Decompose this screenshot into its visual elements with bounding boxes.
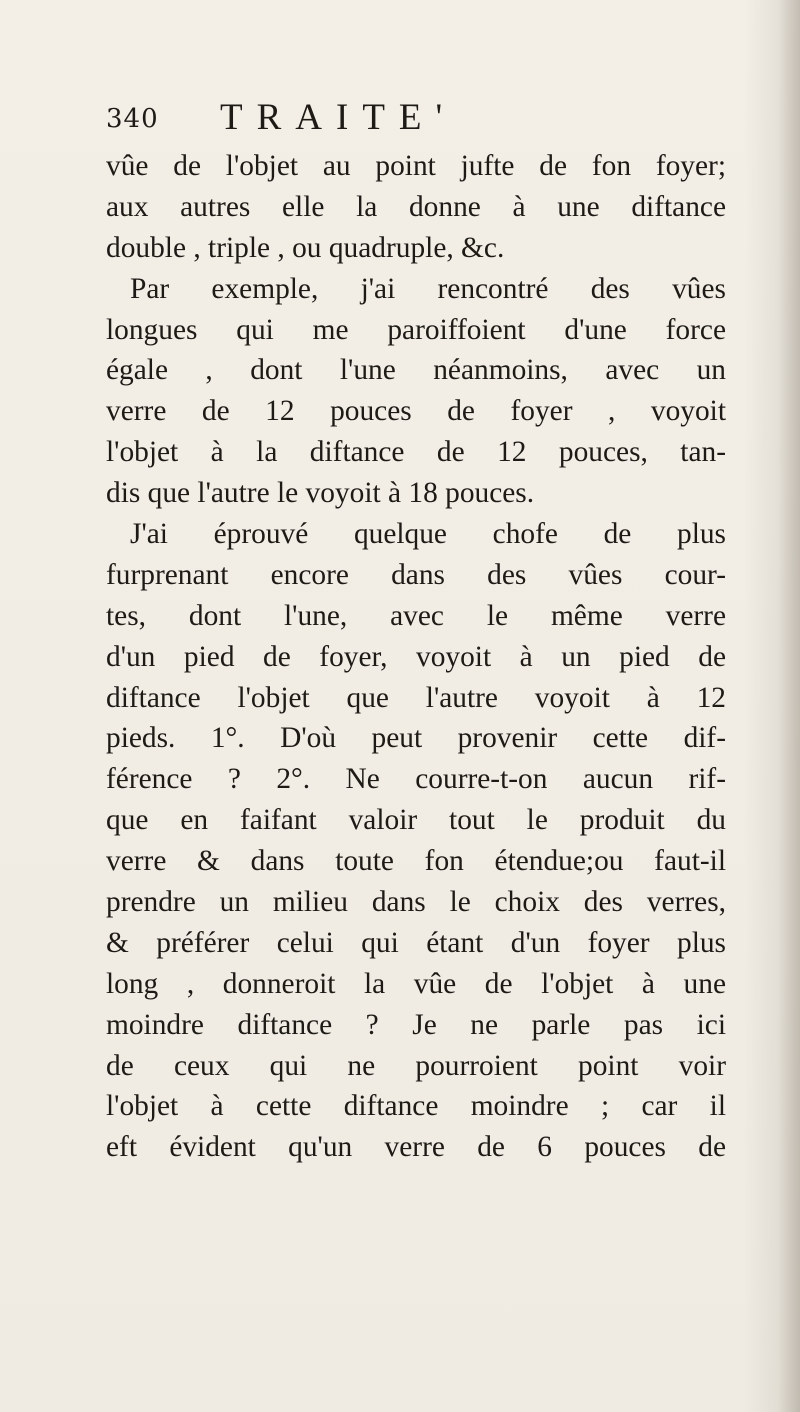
text-line: double , triple , ou quadruple, &c. <box>106 231 505 264</box>
text-line: verre de 12 pouces de foyer , voyoit <box>106 395 726 428</box>
text-line: que en faifant valoir tout le produit du <box>106 804 726 837</box>
text-line: pieds. 1°. D'où peut provenir cette dif- <box>106 722 726 755</box>
text-line: de ceux qui ne pourroient point voir <box>106 1049 726 1082</box>
page-number: 340 <box>106 104 159 134</box>
page-edge-shadow <box>778 0 800 1412</box>
text-line: l'objet à la diftance de 12 pouces, tan- <box>106 436 726 469</box>
text-line: diftance l'objet que l'autre voyoit à 12 <box>106 681 726 714</box>
text-line: prendre un milieu dans le choix des verres, <box>106 886 726 919</box>
running-head: TRAITE' <box>220 97 457 138</box>
text-line: moindre diftance ? Je ne parle pas ici <box>106 1008 726 1041</box>
text-line: aux autres elle la donne à une diftance <box>106 190 726 223</box>
text-line: & préférer celui qui étant d'un foyer plus <box>106 926 726 959</box>
text-line: vûe de l'objet au point jufte de fon foyer; <box>106 150 726 182</box>
text-line: d'un pied de foyer, voyoit à un pied de <box>106 640 726 673</box>
text-line: verre & dans toute fon étendue;ou faut-il <box>106 845 726 878</box>
text-line: long , donneroit la vûe de l'objet à une <box>106 967 726 1000</box>
text-line: eft évident qu'un verre de 6 pouces de <box>106 1131 726 1164</box>
body-text <box>106 146 726 1168</box>
page-header <box>106 96 726 142</box>
text-line: J'ai éprouvé quelque chofe de plus <box>130 518 726 551</box>
text-line: dis que l'autre le voyoit à 18 pouces. <box>106 477 535 510</box>
text-line: longues qui me paroiffoient d'une force <box>106 313 726 346</box>
text-line: furprenant encore dans des vûes cour- <box>106 558 726 591</box>
text-line: tes, dont l'une, avec le même verre <box>106 599 726 632</box>
text-line: égale , dont l'une néanmoins, avec un <box>106 354 726 387</box>
text-line: férence ? 2°. Ne courre-t-on aucun rif- <box>106 763 726 796</box>
text-line: l'objet à cette diftance moindre ; car il <box>106 1090 726 1123</box>
text-line: Par exemple, j'ai rencontré des vûes <box>130 272 726 305</box>
